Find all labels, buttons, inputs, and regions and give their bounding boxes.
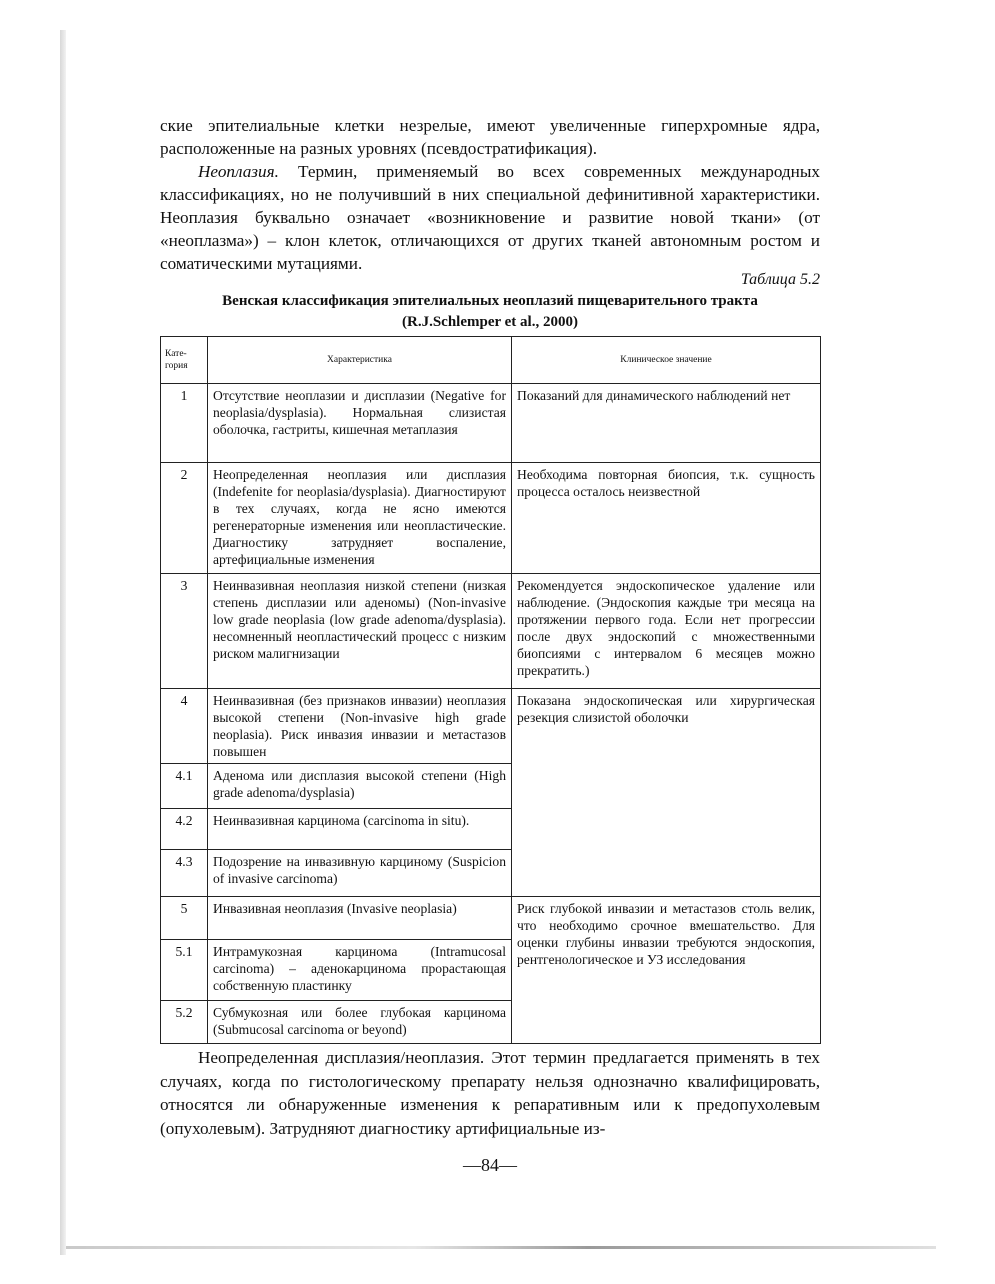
category-number: 5.2 [161,1001,208,1044]
category-number: 1 [161,384,208,463]
closing-paragraph: Неопределенная дисплазия/неоплазия. Этот термин предлагается применять в тех случаях, когда по гистологическому препарату нельзя однозначно квалифицировать, относятся ли обнаруженные изменения к репаративным или к предопухолевым (опухолевым). Затрудняют диагностику артифициальные из- [160,1048,820,1138]
intro-text [160,114,820,275]
clinical-cell: Риск глубокой инвазии и метастазов столь велик, что необходимо срочное вмешательство. Для оценки глубины инвазии требуются эндоскопия, рентгенологическое и УЗ исследования [512,897,821,1044]
category-number: 5 [161,897,208,940]
header-clinical: Клиническое значение [512,337,821,384]
scan-shadow-left [60,30,66,1255]
table-header-row [161,337,821,384]
characteristic-cell: Аденома или дисплазия высокой степени (High grade adenoma/dysplasia) [208,764,512,809]
table-row [161,574,821,689]
category-number: 4.1 [161,764,208,809]
neoplasia-term: Неоплазия. [198,162,279,181]
characteristic-cell: Неинвазивная неоплазия низкой степени (низкая степень дисплазии или аденомы) (Non-invasive low grade neoplasia (low grade adenoma/dysplasia). несомненный неопластический процесс с низким риском малигнизации [208,574,512,689]
scan-shadow-bottom [66,1246,936,1249]
category-number: 4 [161,689,208,764]
characteristic-cell: Неопределенная неоплазия или дисплазия (Indefenite for neoplasia/dysplasia). Диагностируют в тех случаях, когда не ясно имеются регенераторные изменения или неопластические. Диагностику затрудняет воспаление, артефициальные изменения [208,463,512,574]
characteristic-cell: Инвазивная неоплазия (Invasive neoplasia) [208,897,512,940]
category-number: 4.3 [161,850,208,897]
characteristic-cell: Подозрение на инвазивную карциному (Suspicion of invasive carcinoma) [208,850,512,897]
table-row [161,689,821,764]
neoplasia-paragraph [160,160,820,275]
header-category: Кате-гория [161,337,208,384]
table-row [161,384,821,463]
table-title [160,291,820,333]
header-characteristic: Характеристика [208,337,512,384]
category-number: 5.1 [161,940,208,1001]
clinical-cell: Показаний для динамического наблюдений нет [512,384,821,463]
clinical-cell: Необходима повторная биопсия, т.к. сущность процесса осталось неизвестной [512,463,821,574]
table-title-line1: Венская классификация эпителиальных неоплазий пищеварительного тракта [222,293,758,309]
category-number: 2 [161,463,208,574]
neoplasia-definition: Термин, применяемый во всех современных международных классификациях, но не получивший в них специальной дефинитивной характеристики. Неоплазия буквально означает «возникновение и развитие новой ткани» (от «неоплазма») – клон клеток, отличающихся от других тканей автономным ростом и соматическими мутациями. [160,162,820,273]
table-row [161,897,821,940]
characteristic-cell: Интрамукозная карцинома (Intramucosal carcinoma) – аденокарцинома прорастающая собственную пластинку [208,940,512,1001]
category-number: 3 [161,574,208,689]
characteristic-cell: Неинвазивная (без признаков инвазии) неоплазия высокой степени (Non-invasive high grade neoplasia). Риск инвазия инвазии и метастазов повышен [208,689,512,764]
vienna-classification-table [160,336,821,1044]
table-row [161,463,821,574]
characteristic-cell: Субмукозная или более глубокая карцинома (Submucosal carcinoma or beyond) [208,1001,512,1044]
clinical-cell: Рекомендуется эндоскопическое удаление или наблюдение. (Эндоскопия каждые три месяца на протяжении первого года. Если нет прогрессии после двух эндоскопий с множественными биопсиями с интервалом 6 месяцев можно прекратить.) [512,574,821,689]
characteristic-cell: Неинвазивная карцинома (carcinoma in situ). [208,809,512,850]
page-number: —84— [463,1155,517,1175]
category-number: 4.2 [161,809,208,850]
characteristic-cell: Отсутствие неоплазии и дисплазии (Negative for neoplasia/dysplasia). Нормальная слизистая оболочка, гастриты, кишечная метаплазия [208,384,512,463]
table-title-line2: (R.J.Schlemper et al., 2000) [402,314,578,330]
clinical-cell: Показана эндоскопическая или хирургическая резекция слизистой оболочки [512,689,821,897]
table-caption: Таблица 5.2 [740,271,820,288]
intro-continuation: ские эпителиальные клетки незрелые, имеют увеличенные гиперхромные ядра, расположенные на разных уровнях (псевдостратификация). [160,116,820,158]
